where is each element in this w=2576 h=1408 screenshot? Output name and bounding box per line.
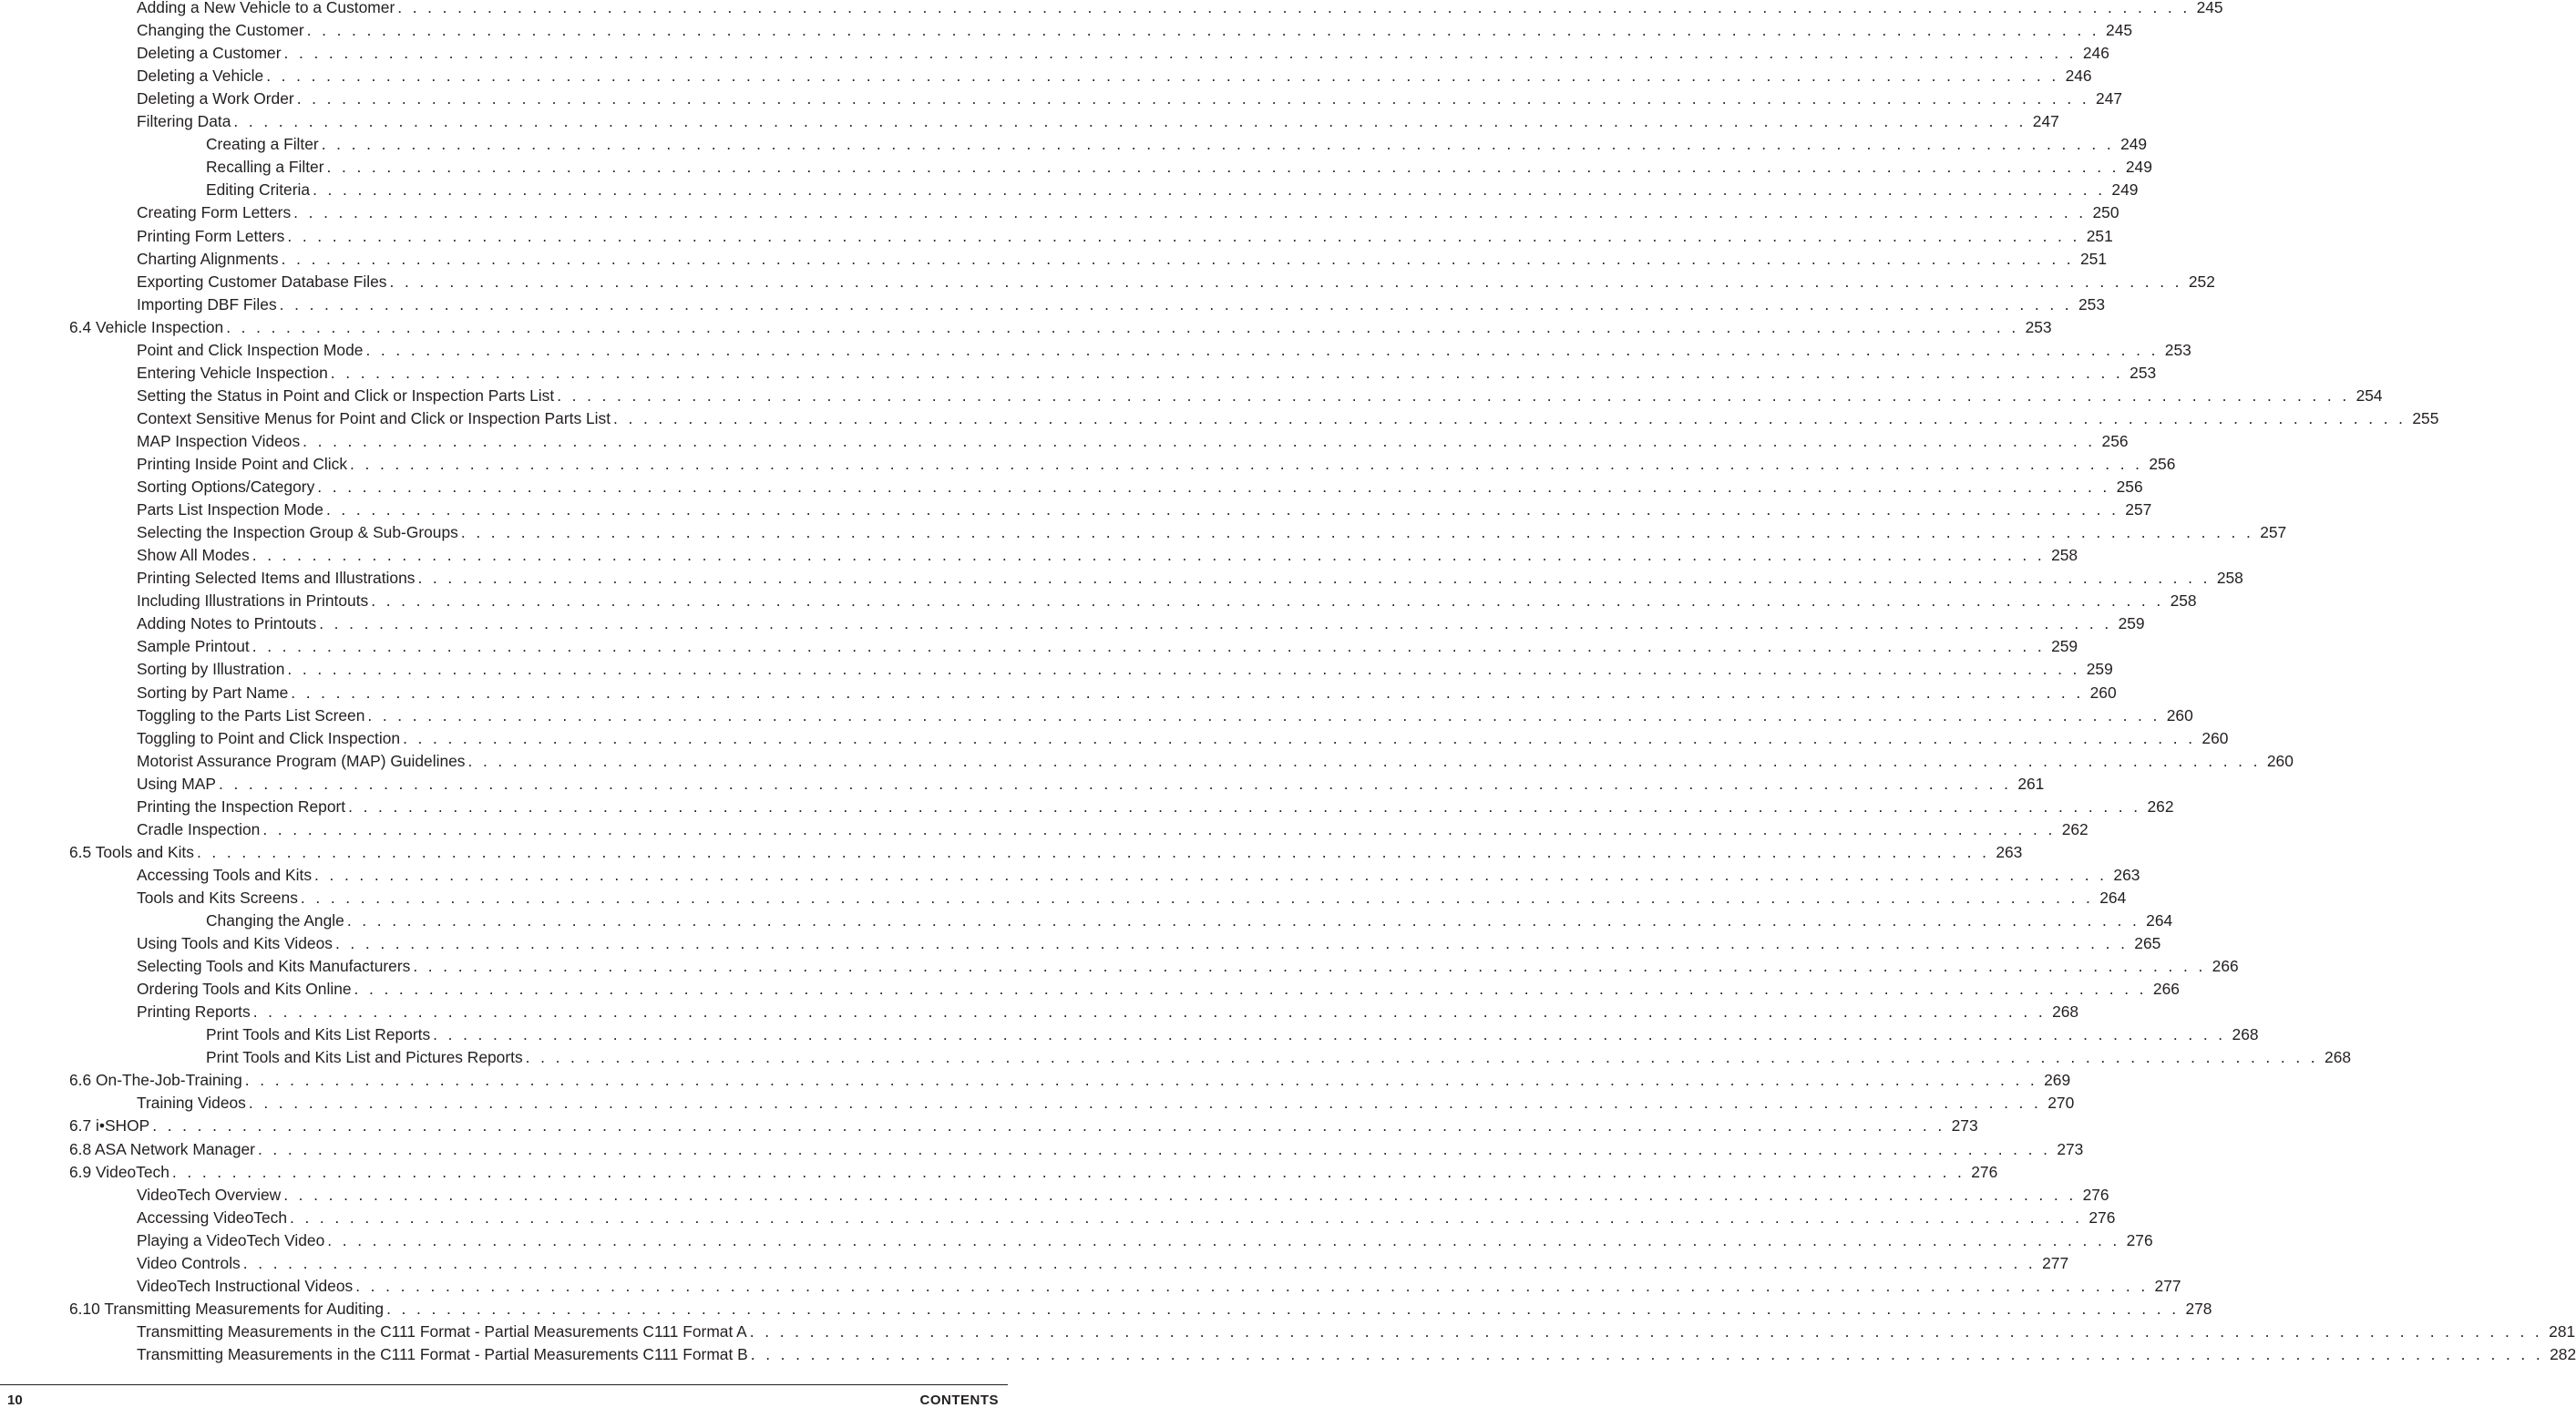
toc-dot-leader: . . . . . . . . . . . . . . . . . . . . . . . . . . . . . . . . . . . . . . . . . . . . . . . . . . . . . . . . . . . . . . . . . . . . . . . . . . . . . . . . . . . . . . . . . . . . . . . . . . . . . . . . . . . . . . . . . . . . . . . . xyxy=(287,660,2080,679)
toc-entry-title: Printing Reports xyxy=(137,1002,251,1022)
toc-entry[interactable] xyxy=(137,864,2140,887)
toc-entry-page: 263 xyxy=(1996,842,2023,861)
toc-entry-page: 258 xyxy=(2051,546,2078,565)
toc-dot-leader: . . . . . . . . . . . . . . . . . . . . . . . . . . . . . . . . . . . . . . . . . . . . . . . . . . . . . . . . . . . . . . . . . . . . . . . . . . . . . . . . . . . . . . . . . . . . . . . . . . . . . . . . . . . . . . . . . . . . . . . . xyxy=(306,21,2100,40)
toc-dot-leader: . . . . . . . . . . . . . . . . . . . . . . . . . . . . . . . . . . . . . . . . . . . . . . . . . . . . . . . . . . . . . . . . . . . . . . . . . . . . . . . . . . . . . . . . . . . . . . . . . . . . . . . . . . . . . . . . . . . . . . . . xyxy=(313,180,2106,200)
toc-entry[interactable] xyxy=(137,612,2145,635)
toc-dot-leader: . . . . . . . . . . . . . . . . . . . . . . . . . . . . . . . . . . . . . . . . . . . . . . . . . . . . . . . . . . . . . . . . . . . . . . . . . . . . . . . . . . . . . . . . . . . . . . . . . . . . . . . . . . . . . . . . . . . . . . . . xyxy=(319,614,2112,633)
toc-dot-leader: . . . . . . . . . . . . . . . . . . . . . . . . . . . . . . . . . . . . . . . . . . . . . . . . . . . . . . . . . . . . . . . . . . . . . . . . . . . . . . . . . . . . . . . . . . . . . . . . . . . . . . . . . . . . . . . . . . . . . . . . xyxy=(300,888,2094,907)
toc-entry[interactable] xyxy=(137,453,2176,476)
toc-dot-leader: . . . . . . . . . . . . . . . . . . . . . . . . . . . . . . . . . . . . . . . . . . . . . . . . . . . . . . . . . . . . . . . . . . . . . . . . . . . . . . . . . . . . . . . . . . . . . . . . . . . . . . . . . . . . . . . . . . . . . . . . xyxy=(218,774,2012,793)
toc-entry-title: Charting Alignments xyxy=(137,249,279,268)
toc-entry[interactable] xyxy=(137,1184,2109,1207)
toc-entry[interactable] xyxy=(137,248,2108,271)
toc-entry[interactable] xyxy=(137,932,2161,955)
toc-entry[interactable] xyxy=(137,201,2119,224)
toc-entry[interactable] xyxy=(206,1023,2259,1046)
toc-entry-page: 273 xyxy=(2057,1139,2084,1158)
toc-entry-page: 278 xyxy=(2185,1299,2212,1318)
toc-entry-page: 254 xyxy=(2355,385,2383,405)
toc-dot-leader: . . . . . . . . . . . . . . . . . . . . . . . . . . . . . . . . . . . . . . . . . . . . . . . . . . . . . . . . . . . . . . . . . . . . . . . . . . . . . . . . . . . . . . . . . . . . . . . . . . . . . . . . . . . . . . . . . . . . . . . . xyxy=(226,317,2019,336)
toc-entry-page: 257 xyxy=(2125,500,2152,519)
toc-entry-title: Ordering Tools and Kits Online xyxy=(137,980,352,999)
toc-entry[interactable] xyxy=(206,1046,2352,1069)
toc-entry-page: 260 xyxy=(2166,705,2193,725)
toc-entry-page: 246 xyxy=(2065,67,2092,86)
toc-entry[interactable] xyxy=(137,407,2439,430)
toc-entry[interactable] xyxy=(137,498,2152,521)
toc-entry-page: 263 xyxy=(2113,865,2140,884)
toc-dot-leader: . . . . . . . . . . . . . . . . . . . . . . . . . . . . . . . . . . . . . . . . . . . . . . . . . . . . . . . . . . . . . . . . . . . . . . . . . . . . . . . . . . . . . . . . . . . . . . . . . . . . . . . . . . . . . . . . . . . . . . . . xyxy=(251,546,2046,565)
toc-entry[interactable] xyxy=(137,293,2106,316)
toc-dot-leader: . . . . . . . . . . . . . . . . . . . . . . . . . . . . . . . . . . . . . . . . . . . . . . . . . . . . . . . . . . . . . . . . . . . . . . . . . . . . . . . . . . . . . . . . . . . . . . . . . . . . . . . . . . . . . . . . . . . . . . . . xyxy=(403,728,2196,747)
toc-entry[interactable] xyxy=(137,110,2059,133)
toc-entry-page: 245 xyxy=(2196,0,2223,16)
toc-entry[interactable] xyxy=(137,544,2078,567)
toc-entry[interactable] xyxy=(137,796,2174,818)
toc-entry-page: 249 xyxy=(2120,135,2148,154)
footer-divider xyxy=(0,1384,1008,1385)
toc-entry[interactable] xyxy=(137,887,2127,910)
toc-entry-title: Adding a New Vehicle to a Customer xyxy=(137,0,395,16)
toc-dot-leader: . . . . . . . . . . . . . . . . . . . . . . . . . . . . . . . . . . . . . . . . . . . . . . . . . . . . . . . . . . . . . . . . . . . . . . . . . . . . . . . . . . . . . . . . . . . . . . . . . . . . . . . . . . . . . . . . . . . . . . . . xyxy=(386,1299,2180,1318)
toc-entry-page: 255 xyxy=(2412,408,2439,427)
toc-entry-page: 260 xyxy=(2089,683,2117,702)
toc-entry-page: 249 xyxy=(2125,158,2152,177)
toc-entry[interactable] xyxy=(137,682,2117,704)
toc-entry-page: 268 xyxy=(2052,1002,2079,1022)
toc-entry-title: Sorting Options/Category xyxy=(137,478,315,497)
toc-entry-title: Transmitting Measurements in the C111 Format - Partial Measurements C111 Format A xyxy=(137,1321,747,1341)
toc-entry[interactable] xyxy=(206,179,2139,201)
toc-entry-title: Setting the Status in Point and Click or Inspection Parts List xyxy=(137,385,555,405)
toc-entry-title: Adding Notes to Printouts xyxy=(137,614,317,633)
toc-dot-leader: . . . . . . . . . . . . . . . . . . . . . . . . . . . . . . . . . . . . . . . . . . . . . . . . . . . . . . . . . . . . . . . . . . . . . . . . . . . . . . . . . . . . . . . . . . . . . . . . . . . . . . . . . . . . . . . . . . . . . . . . xyxy=(326,158,2119,177)
toc-entry[interactable] xyxy=(137,773,2045,796)
toc-entry-page: 264 xyxy=(2146,911,2173,930)
toc-dot-leader: . . . . . . . . . . . . . . . . . . . . . . . . . . . . . . . . . . . . . . . . . . . . . . . . . . . . . . . . . . . . . . . . . . . . . . . . . . . . . . . . . . . . . . . . . . . . . . . . . . . . . . . . . . . . . . . . . . . . . . . . xyxy=(327,1230,2120,1249)
toc-entry-title: Printing Selected Items and Illustrations xyxy=(137,569,416,588)
toc-entry-title: VideoTech Overview xyxy=(137,1185,282,1204)
toc-entry-title: Toggling to the Parts List Screen xyxy=(137,705,365,725)
toc-dot-leader: . . . . . . . . . . . . . . . . . . . . . . . . . . . . . . . . . . . . . . . . . . . . . . . . . . . . . . . . . . . . . . . . . . . . . . . . . . . . . . . . . . . . . . . . . . . . . . . . . . . . . . . . . . . . . . . . . . . . . . . . xyxy=(287,226,2080,245)
toc-entry-title: Sorting by Illustration xyxy=(137,660,285,679)
toc-entry-title: Selecting the Inspection Group & Sub-Groups xyxy=(137,523,458,542)
toc-entry[interactable] xyxy=(137,1001,2079,1023)
toc-entry-title: Accessing Tools and Kits xyxy=(137,865,313,884)
toc-entry[interactable] xyxy=(206,156,2152,179)
toc-entry-title: Sorting by Part Name xyxy=(137,683,289,702)
toc-dot-leader: . . . . . . . . . . . . . . . . . . . . . . . . . . . . . . . . . . . . . . . . . . . . . . . . . . . . . . . . . . . . . . . . . . . . . . . . . . . . . . . . . . . . . . . . . . . . . . . . . . . . . . . . . . . . . . . . . . . . . . . . xyxy=(290,1208,2083,1227)
toc-entry-title: Motorist Assurance Program (MAP) Guidelines xyxy=(137,751,466,770)
toc-entry-title: Show All Modes xyxy=(137,546,250,565)
toc-entry-page: 276 xyxy=(2089,1208,2116,1227)
toc-entry-page: 266 xyxy=(2152,980,2180,999)
toc-entry-page: 256 xyxy=(2101,431,2129,450)
toc-dot-leader: . . . . . . . . . . . . . . . . . . . . . . . . . . . . . . . . . . . . . . . . . . . . . . . . . . . . . . . . . . . . . . . . . . . . . . . . . . . . . . . . . . . . . . . . . . . . . . . . . . . . . . . . . . . . . . . . . . . . . . . . xyxy=(317,478,2110,497)
toc-entry-title: Importing DBF Files xyxy=(137,294,277,313)
toc-entry-title: Entering Vehicle Inspection xyxy=(137,363,328,382)
toc-dot-leader: . . . . . . . . . . . . . . . . . . . . . . . . . . . . . . . . . . . . . . . . . . . . . . . . . . . . . . . . . . . . . . . . . . . . . . . . . . . . . . . . . . . . . . . . . . . . . . . . . . . . . . . . . . . . . . . . . . . . . . . . xyxy=(397,0,2191,16)
toc-entry[interactable] xyxy=(206,910,2173,932)
toc-entry[interactable] xyxy=(137,1207,2116,1229)
toc-dot-leader: . . . . . . . . . . . . . . . . . . . . . . . . . . . . . . . . . . . . . . . . . . . . . . . . . . . . . . . . . . . . . . . . . . . . . . . . . . . . . . . . . . . . . . . . . . . . . . . . . . . . . . . . . . . . . . . . . . . . . . . . xyxy=(613,408,2407,427)
toc-entry-title: Context Sensitive Menus for Point and Click or Inspection Parts List xyxy=(137,408,611,427)
toc-entry-title: Playing a VideoTech Video xyxy=(137,1230,325,1249)
toc-entry-title: Printing Inside Point and Click xyxy=(137,455,348,473)
toc-entry-title: 6.7 i•SHOP xyxy=(69,1116,150,1136)
toc-entry-title: Deleting a Vehicle xyxy=(137,67,264,86)
toc-entry[interactable] xyxy=(69,1161,1998,1184)
toc-entry-title: Printing the Inspection Report xyxy=(137,796,346,816)
toc-dot-leader: . . . . . . . . . . . . . . . . . . . . . . . . . . . . . . . . . . . . . . . . . . . . . . . . . . . . . . . . . . . . . . . . . . . . . . . . . . . . . . . . . . . . . . . . . . . . . . . . . . . . . . . . . . . . . . . . . . . . . . . . xyxy=(257,1139,2051,1158)
toc-dot-leader: . . . . . . . . . . . . . . . . . . . . . . . . . . . . . . . . . . . . . . . . . . . . . . . . . . . . . . . . . . . . . . . . . . . . . . . . . . . . . . . . . . . . . . . . . . . . . . . . . . . . . . . . . . . . . . . . . . . . . . . . xyxy=(321,135,2115,154)
footer-section-title: CONTENTS xyxy=(919,1393,999,1408)
toc-dot-leader: . . . . . . . . . . . . . . . . . . . . . . . . . . . . . . . . . . . . . . . . . . . . . . . . . . . . . . . . . . . . . . . . . . . . . . . . . . . . . . . . . . . . . . . . . . . . . . . . . . . . . . . . . . . . . . . . . . . . . . . . xyxy=(252,1002,2047,1022)
toc-entry-title: 6.5 Tools and Kits xyxy=(69,842,194,861)
toc-entry[interactable] xyxy=(69,316,2052,339)
toc-entry-page: 251 xyxy=(2086,226,2113,245)
toc-entry-page: 268 xyxy=(2232,1025,2259,1044)
toc-entry[interactable] xyxy=(137,567,2243,590)
toc-entry[interactable] xyxy=(137,271,2215,293)
toc-entry[interactable] xyxy=(69,1298,2212,1321)
toc-entry-page: 253 xyxy=(2130,363,2157,382)
toc-entry-title: Deleting a Work Order xyxy=(137,89,294,108)
toc-entry-page: 253 xyxy=(2164,340,2191,359)
toc-entry-page: 259 xyxy=(2051,637,2078,656)
toc-entry[interactable] xyxy=(137,521,2287,544)
toc-dot-leader: . . . . . . . . . . . . . . . . . . . . . . . . . . . . . . . . . . . . . . . . . . . . . . . . . . . . . . . . . . . . . . . . . . . . . . . . . . . . . . . . . . . . . . . . . . . . . . . . . . . . . . . . . . . . . . . . . . . . . . . . xyxy=(196,842,1990,861)
toc-entry-title: Training Videos xyxy=(137,1094,246,1113)
toc-dot-leader: . . . . . . . . . . . . . . . . . . . . . . . . . . . . . . . . . . . . . . . . . . . . . . . . . . . . . . . . . . . . . . . . . . . . . . . . . . . . . . . . . . . . . . . . . . . . . . . . . . . . . . . . . . . . . . . . . . . . . . . . xyxy=(251,637,2046,656)
toc-entry-title: Accessing VideoTech xyxy=(137,1208,287,1227)
toc-dot-leader: . . . . . . . . . . . . . . . . . . . . . . . . . . . . . . . . . . . . . . . . . . . . . . . . . . . . . . . . . . . . . . . . . . . . . . . . . . . . . . . . . . . . . . . . . . . . . . . . . . . . . . . . . . . . . . . . . . . . . . . . xyxy=(350,455,2143,473)
toc-dot-leader: . . . . . . . . . . . . . . . . . . . . . . . . . . . . . . . . . . . . . . . . . . . . . . . . . . . . . . . . . . . . . . . . . . . . . . . . . . . . . . . . . . . . . . . . . . . . . . . . . . . . . . . . . . . . . . . . . . . . . . . . xyxy=(248,1094,2042,1113)
toc-entry-title: Selecting Tools and Kits Manufacturers xyxy=(137,957,411,976)
toc-entry-page: 276 xyxy=(1971,1162,1998,1181)
toc-entry-page: 252 xyxy=(2188,272,2215,291)
toc-entry-page: 247 xyxy=(2032,112,2059,131)
toc-entry[interactable] xyxy=(137,658,2113,681)
toc-entry[interactable] xyxy=(137,1321,2576,1343)
toc-entry-page: 277 xyxy=(2154,1276,2181,1295)
toc-entry[interactable] xyxy=(69,1138,2084,1161)
toc-entry-page: 260 xyxy=(2266,751,2294,770)
toc-entry[interactable] xyxy=(137,978,2180,1001)
toc-dot-leader: . . . . . . . . . . . . . . . . . . . . . . . . . . . . . . . . . . . . . . . . . . . . . . . . . . . . . . . . . . . . . . . . . . . . . . . . . . . . . . . . . . . . . . . . . . . . . . . . . . . . . . . . . . . . . . . . . . . . . . . . xyxy=(262,819,2056,838)
toc-dot-leader: . . . . . . . . . . . . . . . . . . . . . . . . . . . . . . . . . . . . . . . . . . . . . . . . . . . . . . . . . . . . . . . . . . . . . . . . . . . . . . . . . . . . . . . . . . . . . . . . . . . . . . . . . . . . . . . . . . . . . . . . xyxy=(233,112,2027,131)
toc-entry-page: 251 xyxy=(2080,249,2108,268)
toc-entry[interactable] xyxy=(137,1275,2181,1298)
toc-entry[interactable] xyxy=(137,1343,2576,1366)
toc-entry[interactable] xyxy=(137,430,2129,453)
toc-dot-leader: . . . . . . . . . . . . . . . . . . . . . . . . . . . . . . . . . . . . . . . . . . . . . . . . . . . . . . . . . . . . . . . . . . . . . . . . . . . . . . . . . . . . . . . . . . . . . . . . . . . . . . . . . . . . . . . . . . . . . . . . xyxy=(242,1253,2037,1272)
toc-entry-page: 258 xyxy=(2170,591,2197,611)
toc-entry-page: 261 xyxy=(2017,774,2045,793)
toc-dot-leader: . . . . . . . . . . . . . . . . . . . . . . . . . . . . . . . . . . . . . . . . . . . . . . . . . . . . . . . . . . . . . . . . . . . . . . . . . . . . . . . . . . . . . . . . . . . . . . . . . . . . . . . . . . . . . . . . . . . . . . . . xyxy=(334,934,2129,953)
toc-entry-page: 282 xyxy=(2550,1344,2576,1363)
toc-entry[interactable] xyxy=(69,1069,2071,1092)
toc-entry-title: Including Illustrations in Printouts xyxy=(137,591,369,611)
toc-entry-title: Parts List Inspection Mode xyxy=(137,500,323,519)
toc-entry-title: Deleting a Customer xyxy=(137,44,282,63)
toc-entry[interactable] xyxy=(137,955,2239,978)
toc-entry[interactable] xyxy=(206,133,2148,156)
toc-entry-page: 273 xyxy=(1951,1116,1978,1136)
toc-dot-leader: . . . . . . . . . . . . . . . . . . . . . . . . . . . . . . . . . . . . . . . . . . . . . . . . . . . . . . . . . . . . . . . . . . . . . . . . . . . . . . . . . . . . . . . . . . . . . . . . . . . . . . . . . . . . . . . . . . . . . . . . xyxy=(750,1344,2544,1363)
toc-entry-title: 6.4 Vehicle Inspection xyxy=(69,317,224,336)
toc-entry-title: Printing Form Letters xyxy=(137,226,285,245)
toc-dot-leader: . . . . . . . . . . . . . . . . . . . . . . . . . . . . . . . . . . . . . . . . . . . . . . . . . . . . . . . . . . . . . . . . . . . . . . . . . . . . . . . . . . . . . . . . . . . . . . . . . . . . . . . . . . . . . . . . . . . . . . . . xyxy=(303,431,2096,450)
toc-entry[interactable] xyxy=(137,750,2294,773)
toc-dot-leader: . . . . . . . . . . . . . . . . . . . . . . . . . . . . . . . . . . . . . . . . . . . . . . . . . . . . . . . . . . . . . . . . . . . . . . . . . . . . . . . . . . . . . . . . . . . . . . . . . . . . . . . . . . . . . . . . . . . . . . . . xyxy=(417,569,2211,588)
toc-entry-title: Using Tools and Kits Videos xyxy=(137,934,333,953)
toc-dot-leader: . . . . . . . . . . . . . . . . . . . . . . . . . . . . . . . . . . . . . . . . . . . . . . . . . . . . . . . . . . . . . . . . . . . . . . . . . . . . . . . . . . . . . . . . . . . . . . . . . . . . . . . . . . . . . . . . . . . . . . . . xyxy=(283,1185,2077,1204)
toc-entry[interactable] xyxy=(137,0,2223,19)
toc-entry[interactable] xyxy=(137,476,2143,498)
toc-entry[interactable] xyxy=(69,1115,1978,1137)
toc-entry-page: 264 xyxy=(2099,888,2127,907)
toc-entry-title: Toggling to Point and Click Inspection xyxy=(137,728,401,747)
toc-entry-page: 262 xyxy=(2147,796,2174,816)
toc-entry[interactable] xyxy=(137,42,2109,65)
toc-entry[interactable] xyxy=(137,65,2092,87)
toc-entry[interactable] xyxy=(137,1229,2153,1252)
toc-entry-page: 266 xyxy=(2212,957,2239,976)
toc-dot-leader: . . . . . . . . . . . . . . . . . . . . . . . . . . . . . . . . . . . . . . . . . . . . . . . . . . . . . . . . . . . . . . . . . . . . . . . . . . . . . . . . . . . . . . . . . . . . . . . . . . . . . . . . . . . . . . . . . . . . . . . . xyxy=(283,44,2077,63)
toc-entry[interactable] xyxy=(137,727,2229,750)
toc-dot-leader: . . . . . . . . . . . . . . . . . . . . . . . . . . . . . . . . . . . . . . . . . . . . . . . . . . . . . . . . . . . . . . . . . . . . . . . . . . . . . . . . . . . . . . . . . . . . . . . . . . . . . . . . . . . . . . . . . . . . . . . . xyxy=(433,1025,2226,1044)
toc-entry-title: 6.8 ASA Network Manager xyxy=(69,1139,255,1158)
toc-dot-leader: . . . . . . . . . . . . . . . . . . . . . . . . . . . . . . . . . . . . . . . . . . . . . . . . . . . . . . . . . . . . . . . . . . . . . . . . . . . . . . . . . . . . . . . . . . . . . . . . . . . . . . . . . . . . . . . . . . . . . . . . xyxy=(460,523,2254,542)
toc-entry[interactable] xyxy=(137,1092,2075,1115)
toc-entry-page: 249 xyxy=(2111,180,2139,200)
toc-entry-page: 256 xyxy=(2116,478,2143,497)
toc-entry-title: Transmitting Measurements in the C111 Format - Partial Measurements C111 Format B xyxy=(137,1344,748,1363)
toc-entry-title: Recalling a Filter xyxy=(206,158,324,177)
toc-dot-leader: . . . . . . . . . . . . . . . . . . . . . . . . . . . . . . . . . . . . . . . . . . . . . . . . . . . . . . . . . . . . . . . . . . . . . . . . . . . . . . . . . . . . . . . . . . . . . . . . . . . . . . . . . . . . . . . . . . . . . . . . xyxy=(293,203,2087,222)
toc-entry-page: 276 xyxy=(2082,1185,2109,1204)
toc-dot-leader: . . . . . . . . . . . . . . . . . . . . . . . . . . . . . . . . . . . . . . . . . . . . . . . . . . . . . . . . . . . . . . . . . . . . . . . . . . . . . . . . . . . . . . . . . . . . . . . . . . . . . . . . . . . . . . . . . . . . . . . . xyxy=(525,1048,2319,1067)
toc-entry-title: Exporting Customer Database Files xyxy=(137,272,387,291)
toc-entry-page: 277 xyxy=(2042,1253,2069,1272)
toc-entry-page: 270 xyxy=(2047,1094,2075,1113)
toc-entry-title: Sample Printout xyxy=(137,637,250,656)
toc-entry-title: 6.6 On-The-Job-Training xyxy=(69,1071,242,1090)
toc-dot-leader: . . . . . . . . . . . . . . . . . . . . . . . . . . . . . . . . . . . . . . . . . . . . . . . . . . . . . . . . . . . . . . . . . . . . . . . . . . . . . . . . . . . . . . . . . . . . . . . . . . . . . . . . . . . . . . . . . . . . . . . . xyxy=(348,796,2141,816)
toc-entry[interactable] xyxy=(137,818,2089,841)
toc-dot-leader: . . . . . . . . . . . . . . . . . . . . . . . . . . . . . . . . . . . . . . . . . . . . . . . . . . . . . . . . . . . . . . . . . . . . . . . . . . . . . . . . . . . . . . . . . . . . . . . . . . . . . . . . . . . . . . . . . . . . . . . . xyxy=(279,294,2073,313)
toc-entry-title: Creating Form Letters xyxy=(137,203,292,222)
toc-entry-title: VideoTech Instructional Videos xyxy=(137,1276,354,1295)
toc-entry-title: Cradle Inspection xyxy=(137,819,261,838)
toc-entry-page: 269 xyxy=(2044,1071,2071,1090)
toc-entry-title: Print Tools and Kits List Reports xyxy=(206,1025,431,1044)
toc-entry-title: Filtering Data xyxy=(137,112,231,131)
toc-entry[interactable] xyxy=(137,19,2133,42)
toc-dot-leader: . . . . . . . . . . . . . . . . . . . . . . . . . . . . . . . . . . . . . . . . . . . . . . . . . . . . . . . . . . . . . . . . . . . . . . . . . . . . . . . . . . . . . . . . . . . . . . . . . . . . . . . . . . . . . . . . . . . . . . . . xyxy=(365,340,2159,359)
toc-entry-title: MAP Inspection Videos xyxy=(137,431,301,450)
toc-entry[interactable] xyxy=(137,704,2193,727)
footer-page-number: 10 xyxy=(7,1393,23,1408)
toc-entry-title: Tools and Kits Screens xyxy=(137,888,298,907)
toc-entry-page: 256 xyxy=(2149,455,2176,473)
toc-entry-title: Changing the Customer xyxy=(137,21,304,40)
toc-dot-leader: . . . . . . . . . . . . . . . . . . . . . . . . . . . . . . . . . . . . . . . . . . . . . . . . . . . . . . . . . . . . . . . . . . . . . . . . . . . . . . . . . . . . . . . . . . . . . . . . . . . . . . . . . . . . . . . . . . . . . . . . xyxy=(355,1276,2149,1295)
toc-entry-page: 262 xyxy=(2061,819,2089,838)
toc-entry-page: 250 xyxy=(2092,203,2119,222)
toc-dot-leader: . . . . . . . . . . . . . . . . . . . . . . . . . . . . . . . . . . . . . . . . . . . . . . . . . . . . . . . . . . . . . . . . . . . . . . . . . . . . . . . . . . . . . . . . . . . . . . . . . . . . . . . . . . . . . . . . . . . . . . . . xyxy=(291,683,2084,702)
toc-dot-leader: . . . . . . . . . . . . . . . . . . . . . . . . . . . . . . . . . . . . . . . . . . . . . . . . . . . . . . . . . . . . . . . . . . . . . . . . . . . . . . . . . . . . . . . . . . . . . . . . . . . . . . . . . . . . . . . . . . . . . . . . xyxy=(371,591,2164,611)
toc-entry[interactable] xyxy=(137,362,2157,385)
toc-dot-leader: . . . . . . . . . . . . . . . . . . . . . . . . . . . . . . . . . . . . . . . . . . . . . . . . . . . . . . . . . . . . . . . . . . . . . . . . . . . . . . . . . . . . . . . . . . . . . . . . . . . . . . . . . . . . . . . . . . . . . . . . xyxy=(467,751,2261,770)
toc-entry-title: Video Controls xyxy=(137,1253,241,1272)
toc-entry-page: 281 xyxy=(2549,1321,2576,1341)
toc-entry[interactable] xyxy=(137,1252,2069,1275)
toc-entry-title: Using MAP xyxy=(137,774,216,793)
toc-dot-leader: . . . . . . . . . . . . . . . . . . . . . . . . . . . . . . . . . . . . . . . . . . . . . . . . . . . . . . . . . . . . . . . . . . . . . . . . . . . . . . . . . . . . . . . . . . . . . . . . . . . . . . . . . . . . . . . . . . . . . . . . xyxy=(281,249,2075,268)
toc-entry-page: 259 xyxy=(2118,614,2145,633)
toc-dot-leader: . . . . . . . . . . . . . . . . . . . . . . . . . . . . . . . . . . . . . . . . . . . . . . . . . . . . . . . . . . . . . . . . . . . . . . . . . . . . . . . . . . . . . . . . . . . . . . . . . . . . . . . . . . . . . . . . . . . . . . . . xyxy=(749,1321,2543,1341)
toc-entry-title: 6.9 VideoTech xyxy=(69,1162,169,1181)
toc-dot-leader: . . . . . . . . . . . . . . . . . . . . . . . . . . . . . . . . . . . . . . . . . . . . . . . . . . . . . . . . . . . . . . . . . . . . . . . . . . . . . . . . . . . . . . . . . . . . . . . . . . . . . . . . . . . . . . . . . . . . . . . . xyxy=(557,385,2350,405)
toc-dot-leader: . . . . . . . . . . . . . . . . . . . . . . . . . . . . . . . . . . . . . . . . . . . . . . . . . . . . . . . . . . . . . . . . . . . . . . . . . . . . . . . . . . . . . . . . . . . . . . . . . . . . . . . . . . . . . . . . . . . . . . . . xyxy=(389,272,2182,291)
toc-dot-leader: . . . . . . . . . . . . . . . . . . . . . . . . . . . . . . . . . . . . . . . . . . . . . . . . . . . . . . . . . . . . . . . . . . . . . . . . . . . . . . . . . . . . . . . . . . . . . . . . . . . . . . . . . . . . . . . . . . . . . . . . xyxy=(152,1116,1945,1136)
toc-entry[interactable] xyxy=(69,841,2023,864)
toc-entry[interactable] xyxy=(137,225,2113,248)
toc-entry-page: 247 xyxy=(2096,89,2123,108)
toc-entry-page: 265 xyxy=(2134,934,2161,953)
toc-entry-page: 276 xyxy=(2126,1230,2153,1249)
toc-dot-leader: . . . . . . . . . . . . . . . . . . . . . . . . . . . . . . . . . . . . . . . . . . . . . . . . . . . . . . . . . . . . . . . . . . . . . . . . . . . . . . . . . . . . . . . . . . . . . . . . . . . . . . . . . . . . . . . . . . . . . . . . xyxy=(325,500,2119,519)
toc-entry-page: 253 xyxy=(2078,294,2106,313)
toc-entry-title: Point and Click Inspection Mode xyxy=(137,340,364,359)
toc-entry[interactable] xyxy=(137,385,2383,407)
toc-entry-title: Print Tools and Kits List and Pictures Reports xyxy=(206,1048,523,1067)
toc-entry-title: Creating a Filter xyxy=(206,135,319,154)
toc-entry[interactable] xyxy=(137,590,2197,612)
toc-entry-page: 258 xyxy=(2216,569,2243,588)
toc-entry-page: 253 xyxy=(2025,317,2052,336)
toc-dot-leader: . . . . . . . . . . . . . . . . . . . . . . . . . . . . . . . . . . . . . . . . . . . . . . . . . . . . . . . . . . . . . . . . . . . . . . . . . . . . . . . . . . . . . . . . . . . . . . . . . . . . . . . . . . . . . . . . . . . . . . . . xyxy=(367,705,2160,725)
toc-dot-leader: . . . . . . . . . . . . . . . . . . . . . . . . . . . . . . . . . . . . . . . . . . . . . . . . . . . . . . . . . . . . . . . . . . . . . . . . . . . . . . . . . . . . . . . . . . . . . . . . . . . . . . . . . . . . . . . . . . . . . . . . xyxy=(346,911,2140,930)
toc-entry[interactable] xyxy=(137,635,2078,658)
toc-entry-page: 260 xyxy=(2201,728,2229,747)
toc-entry[interactable] xyxy=(137,339,2191,362)
toc-entry-page: 259 xyxy=(2086,660,2113,679)
toc-entry-title: 6.10 Transmitting Measurements for Auditing xyxy=(69,1299,385,1318)
toc-entry[interactable] xyxy=(137,87,2123,110)
toc-dot-leader: . . . . . . . . . . . . . . . . . . . . . . . . . . . . . . . . . . . . . . . . . . . . . . . . . . . . . . . . . . . . . . . . . . . . . . . . . . . . . . . . . . . . . . . . . . . . . . . . . . . . . . . . . . . . . . . . . . . . . . . . xyxy=(354,980,2147,999)
toc-dot-leader: . . . . . . . . . . . . . . . . . . . . . . . . . . . . . . . . . . . . . . . . . . . . . . . . . . . . . . . . . . . . . . . . . . . . . . . . . . . . . . . . . . . . . . . . . . . . . . . . . . . . . . . . . . . . . . . . . . . . . . . . xyxy=(266,67,2059,86)
toc-entry-page: 246 xyxy=(2082,44,2109,63)
toc-entry-title: Changing the Angle xyxy=(206,911,344,930)
toc-entry-page: 257 xyxy=(2260,523,2287,542)
toc-dot-leader: . . . . . . . . . . . . . . . . . . . . . . . . . . . . . . . . . . . . . . . . . . . . . . . . . . . . . . . . . . . . . . . . . . . . . . . . . . . . . . . . . . . . . . . . . . . . . . . . . . . . . . . . . . . . . . . . . . . . . . . . xyxy=(314,865,2108,884)
toc-entry-page: 268 xyxy=(2325,1048,2352,1067)
toc-entry-title: Editing Criteria xyxy=(206,180,311,200)
toc-entry-page: 245 xyxy=(2106,21,2133,40)
toc-dot-leader: . . . . . . . . . . . . . . . . . . . . . . . . . . . . . . . . . . . . . . . . . . . . . . . . . . . . . . . . . . . . . . . . . . . . . . . . . . . . . . . . . . . . . . . . . . . . . . . . . . . . . . . . . . . . . . . . . . . . . . . . xyxy=(330,363,2124,382)
toc-dot-leader: . . . . . . . . . . . . . . . . . . . . . . . . . . . . . . . . . . . . . . . . . . . . . . . . . . . . . . . . . . . . . . . . . . . . . . . . . . . . . . . . . . . . . . . . . . . . . . . . . . . . . . . . . . . . . . . . . . . . . . . . xyxy=(413,957,2206,976)
toc-dot-leader: . . . . . . . . . . . . . . . . . . . . . . . . . . . . . . . . . . . . . . . . . . . . . . . . . . . . . . . . . . . . . . . . . . . . . . . . . . . . . . . . . . . . . . . . . . . . . . . . . . . . . . . . . . . . . . . . . . . . . . . . xyxy=(244,1071,2038,1090)
toc-dot-leader: . . . . . . . . . . . . . . . . . . . . . . . . . . . . . . . . . . . . . . . . . . . . . . . . . . . . . . . . . . . . . . . . . . . . . . . . . . . . . . . . . . . . . . . . . . . . . . . . . . . . . . . . . . . . . . . . . . . . . . . . xyxy=(171,1162,1965,1181)
toc-dot-leader: . . . . . . . . . . . . . . . . . . . . . . . . . . . . . . . . . . . . . . . . . . . . . . . . . . . . . . . . . . . . . . . . . . . . . . . . . . . . . . . . . . . . . . . . . . . . . . . . . . . . . . . . . . . . . . . . . . . . . . . . xyxy=(296,89,2090,108)
